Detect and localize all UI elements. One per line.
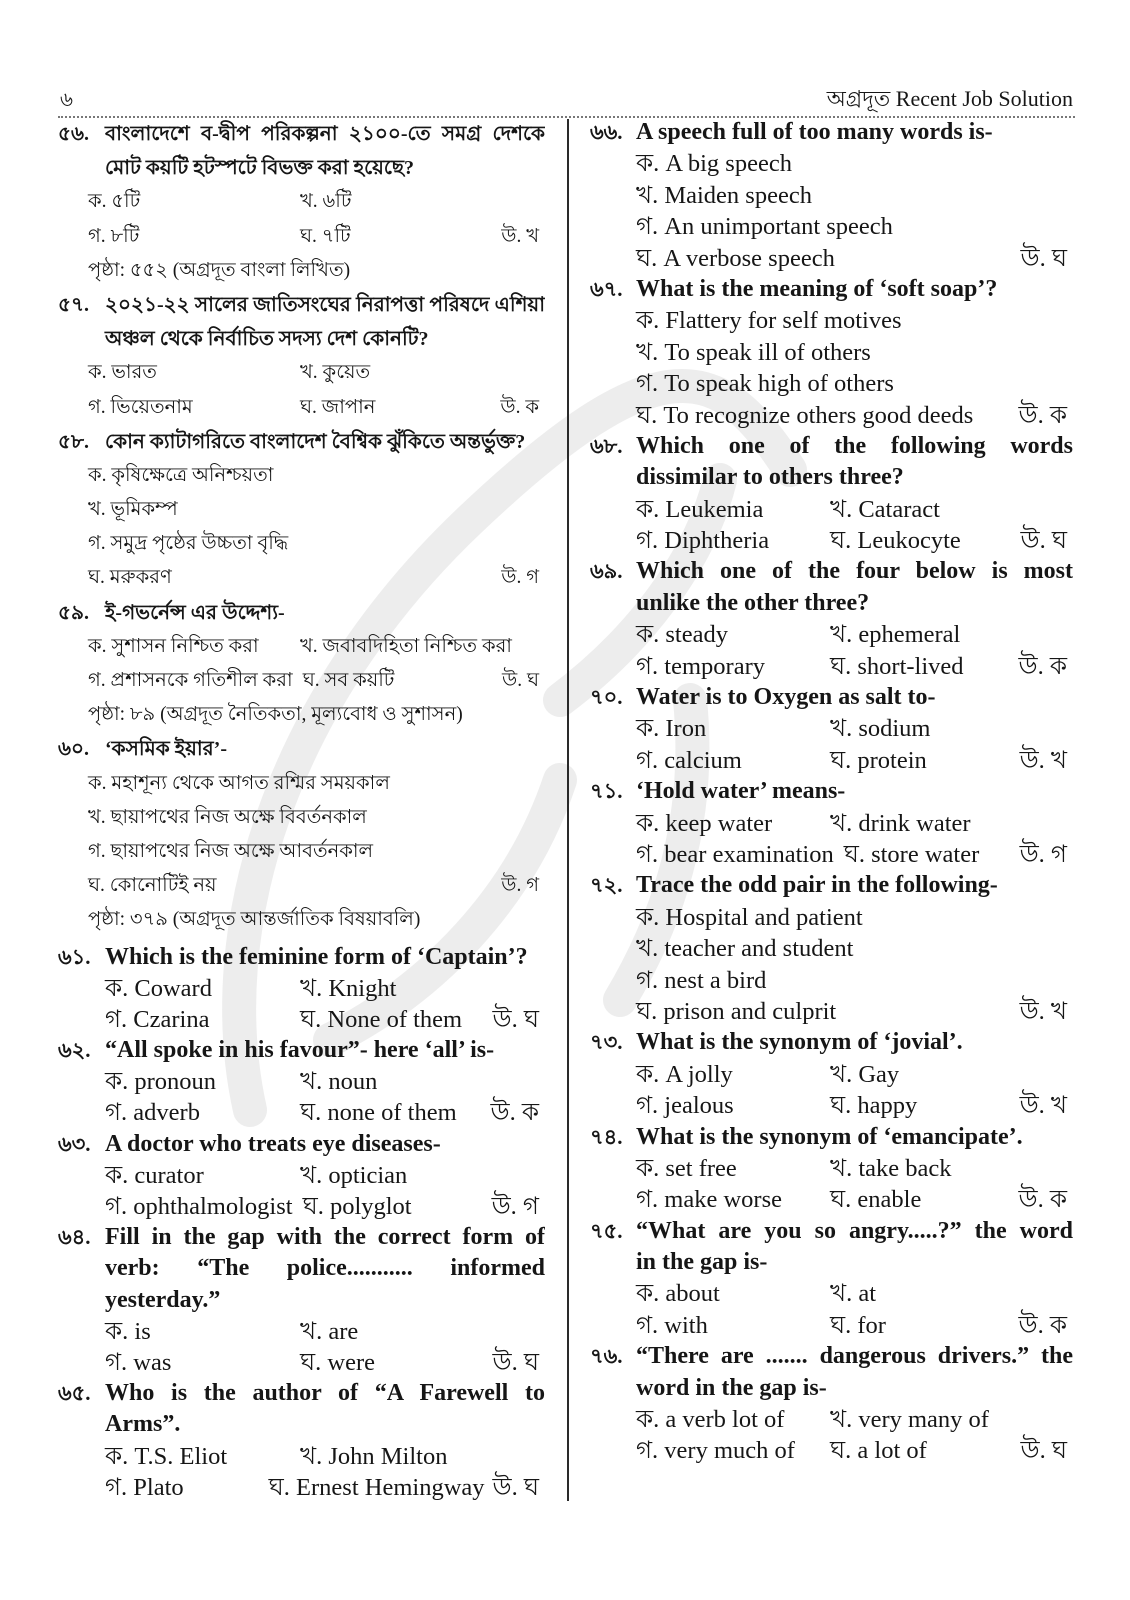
answer-option: ক. Leukemia [636,495,764,523]
option-row [590,902,1073,933]
question-line: বাংলাদেশে ব-দ্বীপ পরিকল্পনা ২১০০-তে সমগ্র দেশকে [105,123,545,145]
option-row [58,185,545,219]
question-line: মোট কয়টি হটস্পটে বিভক্ত করা হয়েছে? [105,157,415,180]
right-column [590,117,1073,1527]
question-line: “What are you so angry.....?” the word [636,1217,1073,1244]
question-number: ৭৬. [590,1344,623,1369]
answer-option: ক. Iron [636,715,707,743]
question-block [58,1222,545,1378]
option-row [58,835,545,869]
question-text [636,1122,1073,1153]
option-row [590,651,1073,682]
question-number: ৭২. [590,873,623,898]
question-text [105,117,545,185]
option-row [590,1435,1073,1466]
answer-option: গ. ৮টি [88,225,140,247]
question-block [590,776,1073,870]
option-row [590,180,1073,211]
option-row [58,1066,545,1097]
question-line: dissimilar to others three? [636,464,904,491]
option-row [590,1090,1073,1121]
question-text [105,1129,545,1160]
question-block [58,732,545,937]
question-text [636,682,1073,713]
question-number: ৬৪. [58,1225,91,1250]
option-row [590,619,1073,650]
question-block [590,431,1073,557]
question-line: “All spoke in his favour”- here ‘all’ is- [105,1037,495,1064]
question-block [58,425,545,596]
question-number: ৬৩. [58,1131,91,1156]
answer-option: গ. সমুদ্র পৃষ্ঠের উচ্চতা বৃদ্ধি [88,533,289,555]
answer-option: ক. a verb lot of [636,1406,785,1434]
question-number: ৬৭. [590,276,623,301]
answer-option: গ. To speak high of others [636,370,894,398]
option-row [590,996,1073,1027]
question-stem [58,596,545,630]
answer-option: ঘ. None of them [300,1005,463,1033]
answer-option: খ. To speak ill of others [636,338,871,366]
question-stem [590,870,1073,901]
answer-option: খ. take back [830,1154,952,1182]
correct-answer: উ. ক [1018,652,1067,680]
option-row [58,459,545,493]
question-number: ৬০. [58,738,90,761]
answer-option: খ. very many of [830,1406,989,1434]
correct-answer: উ. ঘ [502,670,539,691]
option-row [590,713,1073,744]
question-number: ৬৫. [58,1381,91,1406]
option-row [58,1441,545,1472]
answer-option: ক. A big speech [636,150,792,178]
option-row [590,525,1073,556]
option-row [590,1278,1073,1309]
question-stem [590,1122,1073,1153]
question-line: ‘কসমিক ইয়ার’- [105,738,227,761]
question-line: Fill in the gap with the correct form of [105,1224,545,1251]
question-line: Which one of the four below is most [636,558,1073,585]
option-row [590,494,1073,525]
answer-option: ঘ. মরুকরণ [88,567,172,589]
question-line: “There are ....... dangerous drivers.” the [636,1343,1073,1370]
question-line: word in the gap is- [636,1374,827,1401]
answer-option: গ. with [636,1311,708,1339]
question-number: ৬৬. [590,120,623,144]
question-line: ‘Hold water’ means- [636,778,846,805]
question-block [58,596,545,733]
correct-answer: উ. ঘ [1020,244,1067,272]
answer-option: খ. noun [300,1068,378,1096]
question-stem [58,425,545,459]
question-block [58,942,545,1036]
question-line: What is the synonym of ‘emancipate’. [636,1123,1023,1150]
answer-option: খ. Cataract [830,495,940,523]
column-divider [567,119,569,1501]
option-row [590,745,1073,776]
question-stem [590,1216,1073,1279]
answer-option: গ. was [105,1348,172,1376]
answer-option: ঘ. for [830,1311,886,1339]
question-block [590,1341,1073,1467]
question-stem [590,556,1073,619]
question-line: Which one of the following words [636,432,1073,459]
answer-option: ঘ. were [300,1348,375,1376]
answer-option: গ. ophthalmologist [105,1193,293,1220]
correct-answer: উ. ক [490,1099,539,1127]
question-number: ৬১. [58,944,91,969]
answer-option: ক. মহাশূন্য থেকে আগত রশ্মির সময়কাল [88,772,390,794]
page-reference: পৃষ্ঠা: ৫৫২ (অগ্রদূত বাংলা লিখিত) [88,259,351,281]
question-block [590,1216,1073,1342]
correct-answer: উ. গ [501,875,539,897]
answer-option: খ. at [830,1280,877,1308]
question-line: verb: “The police........... informed [105,1255,545,1282]
question-stem [590,117,1073,148]
answer-option: ঘ. সব কয়টি [302,670,395,691]
question-block [58,117,545,288]
question-stem [58,117,545,185]
option-row [58,220,545,254]
correct-answer: উ. ঘ [492,1005,539,1033]
option-row [590,965,1073,996]
question-line: Arms”. [105,1411,181,1438]
question-line: A doctor who treats eye diseases- [105,1130,441,1157]
answer-option: গ. ছায়াপথের নিজ অক্ষে আবর্তনকাল [88,840,374,862]
correct-answer: উ. ক [500,396,539,418]
question-number: ৭০. [590,685,623,710]
question-block [590,870,1073,1027]
question-stem [590,1027,1073,1058]
answer-option: গ. make worse [636,1186,782,1214]
correct-answer: উ. খ [1019,746,1067,774]
option-row [58,1347,545,1378]
question-line: A speech full of too many words is- [636,119,993,145]
answer-option: গ. ভিয়েতনাম [88,396,193,418]
question-number: ৭৫. [590,1218,623,1243]
correct-answer: উ. খ [1019,997,1067,1025]
correct-answer: উ. খ [1019,1092,1067,1120]
question-block [590,117,1073,274]
correct-answer: উ. গ [491,1193,539,1220]
answer-option: ক. curator [105,1161,204,1189]
answer-option: খ. ৬টি [300,191,352,213]
answer-option: ক. A jolly [636,1060,733,1088]
question-line: Who is the author of “A Farewell to [105,1380,545,1407]
answer-option: গ. jealous [636,1092,734,1120]
answer-option: ক. ৫টি [88,191,141,213]
question-number: ৬২. [58,1038,91,1063]
answer-option: খ. কুয়েত [300,362,371,384]
question-number: ৫৮. [58,430,89,453]
question-line: Water is to Oxygen as salt to- [636,684,936,711]
option-row [58,869,545,903]
answer-option: ঘ. enable [830,1186,922,1214]
answer-option: গ. adverb [105,1099,200,1127]
question-number: ৫৬. [58,123,89,145]
answer-option: ঘ. A verbose speech [636,244,835,272]
correct-answer: উ. ক [1018,401,1067,429]
answer-option: ক. steady [636,621,728,649]
answer-option: ক. T.S. Eliot [105,1442,228,1470]
question-line: কোন ক্যাটাগরিতে বাংলাদেশ বৈশ্বিক ঝুঁকিতে অন্তর্ভুক্ত? [105,430,526,453]
option-row [58,1191,545,1222]
answer-option: ক. সুশাসন নিশ্চিত করা [88,635,259,657]
question-line: Trace the odd pair in the following- [636,872,998,899]
answer-option: খ. ছায়াপথের নিজ অক্ষে বিবর্তনকাল [88,806,367,828]
question-text [105,288,545,356]
question-text [105,1222,545,1316]
correct-answer: উ. গ [1019,840,1067,868]
answer-option: ক. keep water [636,809,773,837]
option-row [590,1184,1073,1215]
question-block [58,288,545,425]
question-number: ৫৯. [58,601,89,624]
question-text [636,556,1073,619]
question-number: ৭১. [590,779,623,804]
option-row [590,1059,1073,1090]
answer-option: গ. nest a bird [636,966,767,994]
answer-option: খ. sodium [830,715,931,743]
question-block [590,274,1073,431]
question-number: ৫৭. [58,293,89,316]
running-header-title: অগ্রদূত Recent Job Solution [826,86,1073,111]
option-row [58,767,545,801]
option-row [590,1310,1073,1341]
answer-option: ক. pronoun [105,1068,217,1096]
option-row [58,493,545,527]
answer-option: ক. Hospital and patient [636,903,863,931]
question-line: unlike the other three? [636,589,870,616]
option-row [58,630,545,664]
answer-option: ঘ. protein [830,746,927,774]
answer-option: ক. Coward [105,974,212,1002]
answer-option: গ. প্রশাসনকে গতিশীল করা [88,670,293,691]
question-block [590,556,1073,682]
option-row [58,1472,545,1503]
question-stem [58,1129,545,1160]
answer-option: ঘ. ৭টি [300,225,351,247]
question-number: ৭৪. [590,1124,623,1149]
question-number: ৭৩. [590,1030,623,1055]
correct-answer: উ. ঘ [492,1348,539,1376]
answer-option: খ. teacher and student [636,935,854,963]
answer-option: খ. John Milton [300,1442,448,1470]
answer-option: ঘ. none of them [300,1099,457,1127]
option-row [58,801,545,835]
answer-option: ঘ. store water [843,840,980,868]
option-row [590,243,1073,274]
answer-option: খ. ephemeral [830,621,961,649]
answer-option: গ. calcium [636,746,742,774]
correct-answer: উ. ঘ [1020,1437,1067,1465]
question-stem [590,776,1073,807]
correct-answer: উ. গ [501,567,539,589]
question-text [636,776,1073,807]
question-text [105,732,545,766]
option-row [590,368,1073,399]
question-line: What is the meaning of ‘soft soap’? [636,275,998,302]
left-column [58,117,545,1527]
option-row [58,391,545,425]
answer-option: ঘ. জাপান [300,396,376,418]
option-row [58,527,545,561]
question-stem [590,431,1073,494]
option-row [58,356,545,390]
question-stem [58,288,545,356]
answer-option: খ. optician [300,1161,408,1189]
question-text [636,1216,1073,1279]
question-text [636,431,1073,494]
answer-option: ক. set free [636,1154,737,1182]
correct-answer: উ. খ [501,225,539,247]
answer-option: খ. ভূমিকম্প [88,499,178,521]
question-text [105,1035,545,1066]
answer-option: ঘ. prison and culprit [636,997,837,1025]
answer-option: খ. drink water [830,809,971,837]
question-block [58,1035,545,1129]
answer-option: ঘ. Leukocyte [830,527,961,555]
question-stem [590,682,1073,713]
answer-option: খ. জবাবদিহিতা নিশ্চিত করা [300,635,512,657]
answer-option: গ. An unimportant speech [636,213,893,241]
question-line: অঞ্চল থেকে নির্বাচিত সদস্য দেশ কোনটি? [105,328,429,351]
option-row [58,561,545,595]
question-text [636,870,1073,901]
option-row [58,664,545,698]
question-stem [590,274,1073,305]
question-text [636,117,1073,148]
option-row [590,211,1073,242]
question-line: ই-গভর্নেন্স এর উদ্দেশ্য- [105,601,285,624]
question-text [105,425,545,459]
option-row [590,1404,1073,1435]
answer-option: গ. Diphtheria [636,527,770,555]
answer-option: গ. very much of [636,1437,795,1465]
answer-option: খ. Knight [300,974,397,1002]
answer-option: ক. Flattery for self motives [636,307,902,335]
answer-option: খ. are [300,1317,359,1345]
question-number: ৬৯. [590,559,623,584]
answer-option: খ. Maiden speech [636,181,812,209]
answer-option: ক. is [105,1317,151,1345]
question-stem [58,732,545,766]
question-line: in the gap is- [636,1249,768,1276]
answer-option: ঘ. happy [830,1092,918,1120]
option-row [590,808,1073,839]
option-row [590,305,1073,336]
page-reference: পৃষ্ঠা: ৩৭৯ (অগ্রদূত আন্তর্জাতিক বিষয়াবলি) [88,909,421,931]
answer-option: ঘ. polyglot [302,1193,412,1220]
answer-option: ঘ. কোনোটিই নয় [88,875,217,897]
answer-option: গ. temporary [636,652,765,680]
answer-option: ক. ভারত [88,362,157,384]
question-block [58,1129,545,1223]
option-row [590,839,1073,870]
answer-option: ঘ. To recognize others good deeds [636,401,974,429]
answer-option: খ. Gay [830,1060,900,1088]
correct-answer: উ. ক [1018,1311,1067,1339]
option-row [590,337,1073,368]
question-number: ৬৮. [590,433,623,458]
question-stem [58,1035,545,1066]
question-line: What is the synonym of ‘jovial’. [636,1029,963,1056]
option-row [590,400,1073,431]
answer-option: ক. about [636,1280,720,1308]
answer-option: ঘ. short-lived [830,652,964,680]
answer-option: ক. কৃষিক্ষেত্রে অনিশ্চয়তা [88,464,274,486]
question-stem [58,1222,545,1316]
question-line: ২০২১-২২ সালের জাতিসংঘের নিরাপত্তা পরিষদে এশিয়া [105,293,545,316]
option-row [58,1004,545,1035]
correct-answer: উ. ঘ [1020,527,1067,555]
option-row [58,1316,545,1347]
question-line: Which is the feminine form of ‘Captain’? [105,943,528,970]
question-text [636,1341,1073,1404]
question-block [590,1027,1073,1121]
option-row [590,148,1073,179]
correct-answer: উ. ক [1018,1186,1067,1214]
question-line: yesterday.” [105,1286,221,1313]
question-stem [58,942,545,973]
question-stem [590,1341,1073,1404]
option-row [58,1160,545,1191]
answer-option: গ. Czarina [105,1005,210,1033]
question-text [105,942,545,973]
question-block [58,1378,545,1503]
question-text [105,1378,545,1440]
answer-option: ঘ. a lot of [830,1437,927,1465]
question-text [636,274,1073,305]
question-text [636,1027,1073,1058]
question-stem [58,1378,545,1440]
option-row [590,1153,1073,1184]
question-block [590,682,1073,776]
page-reference: পৃষ্ঠা: ৮৯ (অগ্রদূত নৈতিকতা, মূল্যবোধ ও সুশাসন) [88,704,463,726]
correct-answer: উ. ঘ [492,1473,539,1501]
answer-option: গ. bear examination [636,840,834,868]
option-row [58,1097,545,1128]
question-text [105,596,545,630]
option-row [58,973,545,1004]
question-block [590,1122,1073,1216]
answer-option: গ. Plato [105,1473,184,1501]
answer-option: ঘ. Ernest Hemingway [268,1473,485,1501]
page-number: ৬ [60,89,74,111]
option-row [590,933,1073,964]
